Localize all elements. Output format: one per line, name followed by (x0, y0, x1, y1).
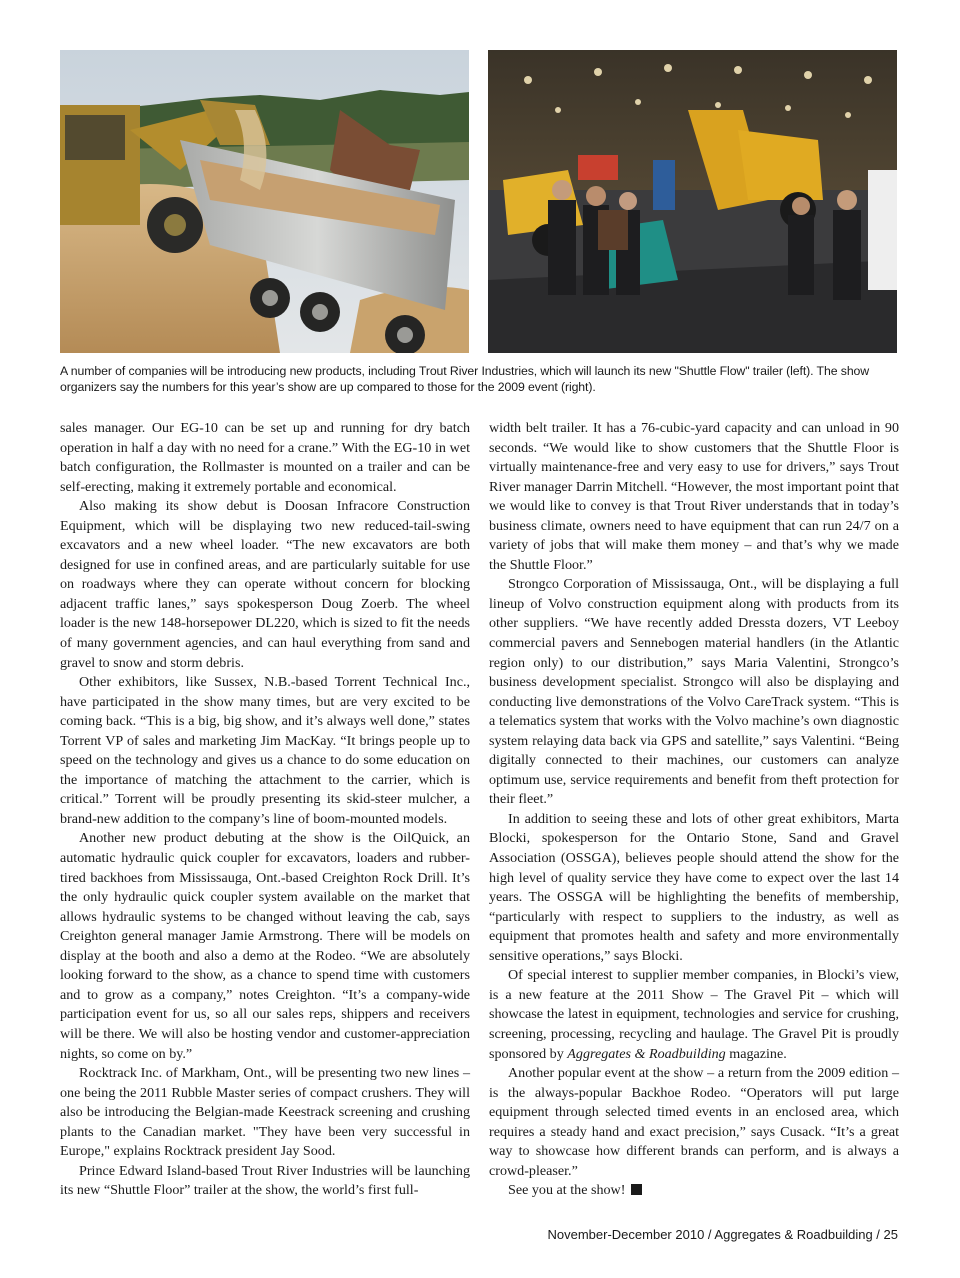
paragraph: Another popular event at the show – a return from the 2009 edition – is the always-popular Backhoe Rodeo. “Operators will put large equipment through selected timed events in an enclosed area, which requires a steady hand and exact precision,” says Cusack. “It’s a great way to showcase how different brands can perform, and is always a crowd-pleaser.” (489, 1065, 899, 1179)
article-column-left (60, 419, 470, 1201)
paragraph: Rocktrack Inc. of Markham, Ont., will be presenting two new lines – one being the 2011 Rubble Master series of compact crushers. They will also be introducing the Belgian-made Keestrack screening and crushing plants to the Canadian market. "They have been very successful in Europe," explains Rocktrack president Jay Sood. (60, 1065, 470, 1160)
paragraph: Other exhibitors, like Sussex, N.B.-based Torrent Technical Inc., have participated in the show many times, but are very excited to be coming back. “This is a big, big show, and it’s always well done,” states Torrent VP of sales and marketing Jim MacKay. “It brings people up to speed on the technology and gives us a chance to do some education on the importance of matching the attachment to the carrier, which is critical.” Torrent will be proudly presenting its skid-steer mulcher, a brand-new addition to the company’s line of boom-mounted models. (60, 674, 470, 827)
paragraph (489, 966, 899, 1064)
paragraph: width belt trailer. It has a 76-cubic-yard capacity and can unload in 90 seconds. “We would like to show customers that the Shuttle Floor is virtually maintenance-free and very easy to use for drivers,” says Trout River manager Darrin Mitchell. “However, the most important point that we would like to convey is that Trout River understands that in today’s business climate, owners need to have equipment that can run 24/7 on a variety of jobs that will make them money – and that’s why we made the Shuttle Floor.” (489, 420, 899, 573)
paragraph: In addition to seeing these and lots of other great exhibitors, Marta Blocki, spokesperson for the Ontario Stone, Sand and Gravel Association (OSSGA), believes people should attend the show for the high level of quality service they have come to expect over the last 14 years. The OSSGA will be highlighting the benefits of membership, “particularly with respect to suppliers to the industry, as well as equipment that promotes health and safety and more environmentally sensitive operations,” says Blocki. (489, 810, 899, 964)
closing-line: See you at the show! (508, 1182, 626, 1199)
dump-trailer-loading-photo (60, 50, 469, 353)
paragraph-text: Of special interest to supplier member companies, in Blocki’s view, is a new feature at the 2011 Show – The Gravel Pit – which will showcase the latest in equipment, technologies and service for crushing, screening, processing, recycling and haulage. The Gravel Pit is proudly sponsored by (489, 967, 899, 1062)
article-column-right (489, 419, 899, 1201)
paragraph: Also making its show debut is Doosan Infracore Construction Equipment, which will be displaying two new reduced-tail-swing excavators and a new wheel loader. “The new excavators are both designed for use in confined areas, and are particularly suitable for use on roadways where they can operate without concern for blocking adjacent traffic lanes,” says spokesperson Doug Zoerb. The wheel loader is the new 148-horsepower DL220, which is sized to fit the needs of many government agencies, and can haul everything from sand and gravel to snow and storm debris. (60, 498, 470, 671)
closing-paragraph (489, 1181, 899, 1201)
photo-caption: A number of companies will be introducing new products, including Trout River Industries, which will launch its new "Shuttle Flow" trailer (left). The show organizers say the numbers for this year’s show are up compared to those for the 2009 event (right). (60, 364, 870, 394)
end-of-article-square-icon (631, 1184, 642, 1195)
trade-show-floor-photo (488, 50, 897, 353)
paragraph: Another new product debuting at the show is the OilQuick, an automatic hydraulic quick coupler for excavators, loaders and rubber-tired backhoes from Mississauga, Ont.-based Creighton Rock Drill. It’s the only hydraulic quick coupler system available on the market that allows hydraulic systems to be changed without leaving the cab, says Creighton general manager Jamie Armstrong. There will be models on display at the booth and also a demo at the Rodeo. “We are absolutely looking forward to the show, as a chance to spend time with customers and to grow as a company,” notes Creighton. “It’s a company-wide participation event for us, so all our sales reps, shippers and receivers will be there. We will also be hosting vendor and customer-appreciation nights, so come on by.” (60, 830, 470, 1062)
page-footer: November-December 2010 / Aggregates & Roadbuilding / 25 (547, 1227, 898, 1242)
paragraph: Strongco Corporation of Mississauga, Ont., will be displaying a full lineup of Volvo construction equipment along with products from its other suppliers. “We have recently added Dressta dozers, VT Leeboy commercial pavers and Sennebogen material handlers (in the Atlantic region only) to our distribution,” says Maria Valentini, Strongco’s business development specialist. Strongco will also be displaying and conducting live demonstrations of the Volvo CareTrack system. “This is a telematics system that works with the Volvo machine’s own diagnostic system relaying data back via GPS and satellite,” says Valentini. “Being digitally connected to their machines, our customers can analyze optimum use, service requirements and benefit from theft protection for their fleet.” (489, 576, 899, 808)
paragraph-text: magazine. (725, 1045, 787, 1062)
paragraph: Prince Edward Island-based Trout River Industries will be launching its new “Shuttle Floor” trailer at the show, the world’s first full- (60, 1162, 470, 1199)
paragraph: sales manager. Our EG-10 can be set up and running for dry batch operation in half a day with no need for a crane.” With the EG-10 in wet batch configuration, the Rollmaster is mounted on a trailer and can be self-erecting, making it extremely portable and economical. (60, 420, 470, 495)
magazine-title: Aggregates & Roadbuilding (567, 1045, 726, 1062)
